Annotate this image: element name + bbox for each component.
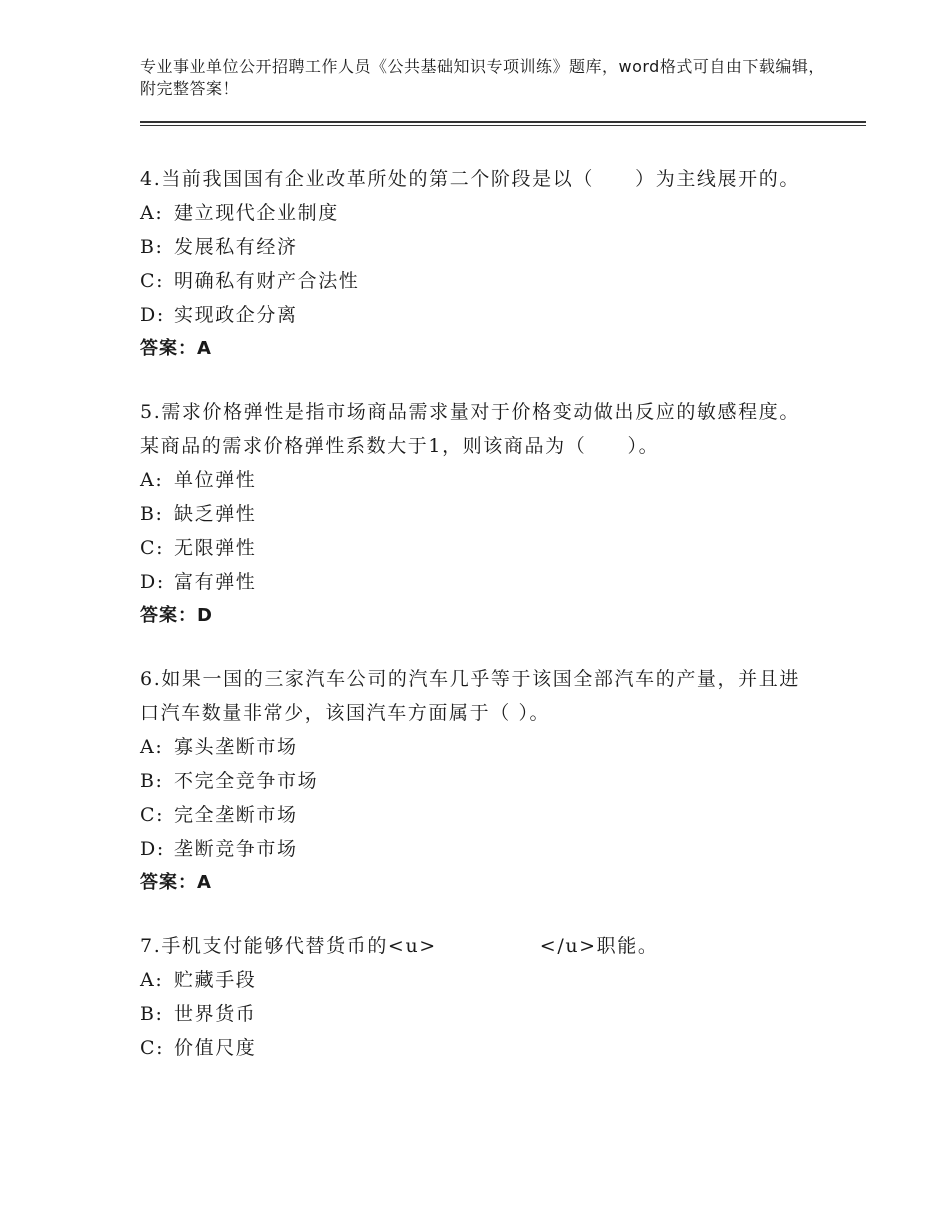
option-letter: A:	[140, 969, 164, 991]
answer-line: 答案：A	[140, 872, 212, 893]
option-a	[140, 963, 820, 997]
answer-line: 答案：A	[140, 338, 212, 359]
question-stem: 7.手机支付能够代替货币的<u> </u>职能。	[140, 935, 659, 957]
option-b	[140, 230, 820, 264]
option-text: 贮藏手段	[174, 969, 257, 991]
option-d	[140, 298, 820, 332]
question-5	[140, 395, 820, 633]
option-text: 价值尺度	[174, 1037, 257, 1059]
option-d	[140, 832, 820, 866]
option-letter: B:	[140, 1003, 164, 1025]
question-4	[140, 162, 820, 366]
question-stem: 6.如果一国的三家汽车公司的汽车几乎等于该国全部汽车的产量，并且进口汽车数量非常少，该国汽车方面属于（ ）。	[140, 668, 800, 724]
header-rule-thin	[140, 125, 866, 126]
answer-line: 答案：D	[140, 605, 213, 626]
option-a	[140, 196, 820, 230]
question-7	[140, 929, 820, 1065]
option-text: 无限弹性	[174, 537, 257, 559]
option-c	[140, 531, 820, 565]
document-header	[140, 56, 830, 100]
option-letter: D:	[140, 571, 165, 593]
option-text: 实现政企分离	[174, 304, 298, 326]
question-list	[140, 162, 820, 1094]
header-text: 专业事业单位公开招聘工作人员《公共基础知识专项训练》题库，word格式可自由下载编辑，附完整答案！	[140, 57, 825, 98]
option-text: 缺乏弹性	[174, 503, 257, 525]
option-letter: B:	[140, 770, 164, 792]
option-text: 垄断竞争市场	[174, 838, 298, 860]
option-text: 寡头垄断市场	[174, 736, 298, 758]
option-c	[140, 1031, 820, 1065]
option-b	[140, 497, 820, 531]
option-letter: A:	[140, 736, 164, 758]
question-stem: 5.需求价格弹性是指市场商品需求量对于价格变动做出反应的敏感程度。某商品的需求价格弹性系数大于1，则该商品为（ ）。	[140, 401, 800, 457]
option-letter: D:	[140, 304, 165, 326]
option-letter: A:	[140, 202, 164, 224]
option-text: 完全垄断市场	[174, 804, 298, 826]
question-stem: 4.当前我国国有企业改革所处的第二个阶段是以（ ）为主线展开的。	[140, 168, 800, 190]
option-text: 发展私有经济	[174, 236, 298, 258]
option-letter: C:	[140, 537, 165, 559]
option-letter: C:	[140, 270, 165, 292]
option-d	[140, 565, 820, 599]
option-b	[140, 997, 820, 1031]
option-letter: C:	[140, 804, 165, 826]
option-text: 世界货币	[174, 1003, 257, 1025]
option-letter: A:	[140, 469, 164, 491]
option-a	[140, 730, 820, 764]
option-text: 单位弹性	[174, 469, 257, 491]
option-a	[140, 463, 820, 497]
option-c	[140, 798, 820, 832]
option-letter: B:	[140, 503, 164, 525]
option-letter: D:	[140, 838, 165, 860]
option-letter: C:	[140, 1037, 165, 1059]
option-text: 明确私有财产合法性	[174, 270, 360, 292]
option-text: 不完全竞争市场	[174, 770, 319, 792]
option-c	[140, 264, 820, 298]
question-6	[140, 662, 820, 900]
option-b	[140, 764, 820, 798]
option-text: 富有弹性	[174, 571, 257, 593]
option-letter: B:	[140, 236, 164, 258]
option-text: 建立现代企业制度	[174, 202, 339, 224]
header-rule-thick	[140, 121, 866, 123]
